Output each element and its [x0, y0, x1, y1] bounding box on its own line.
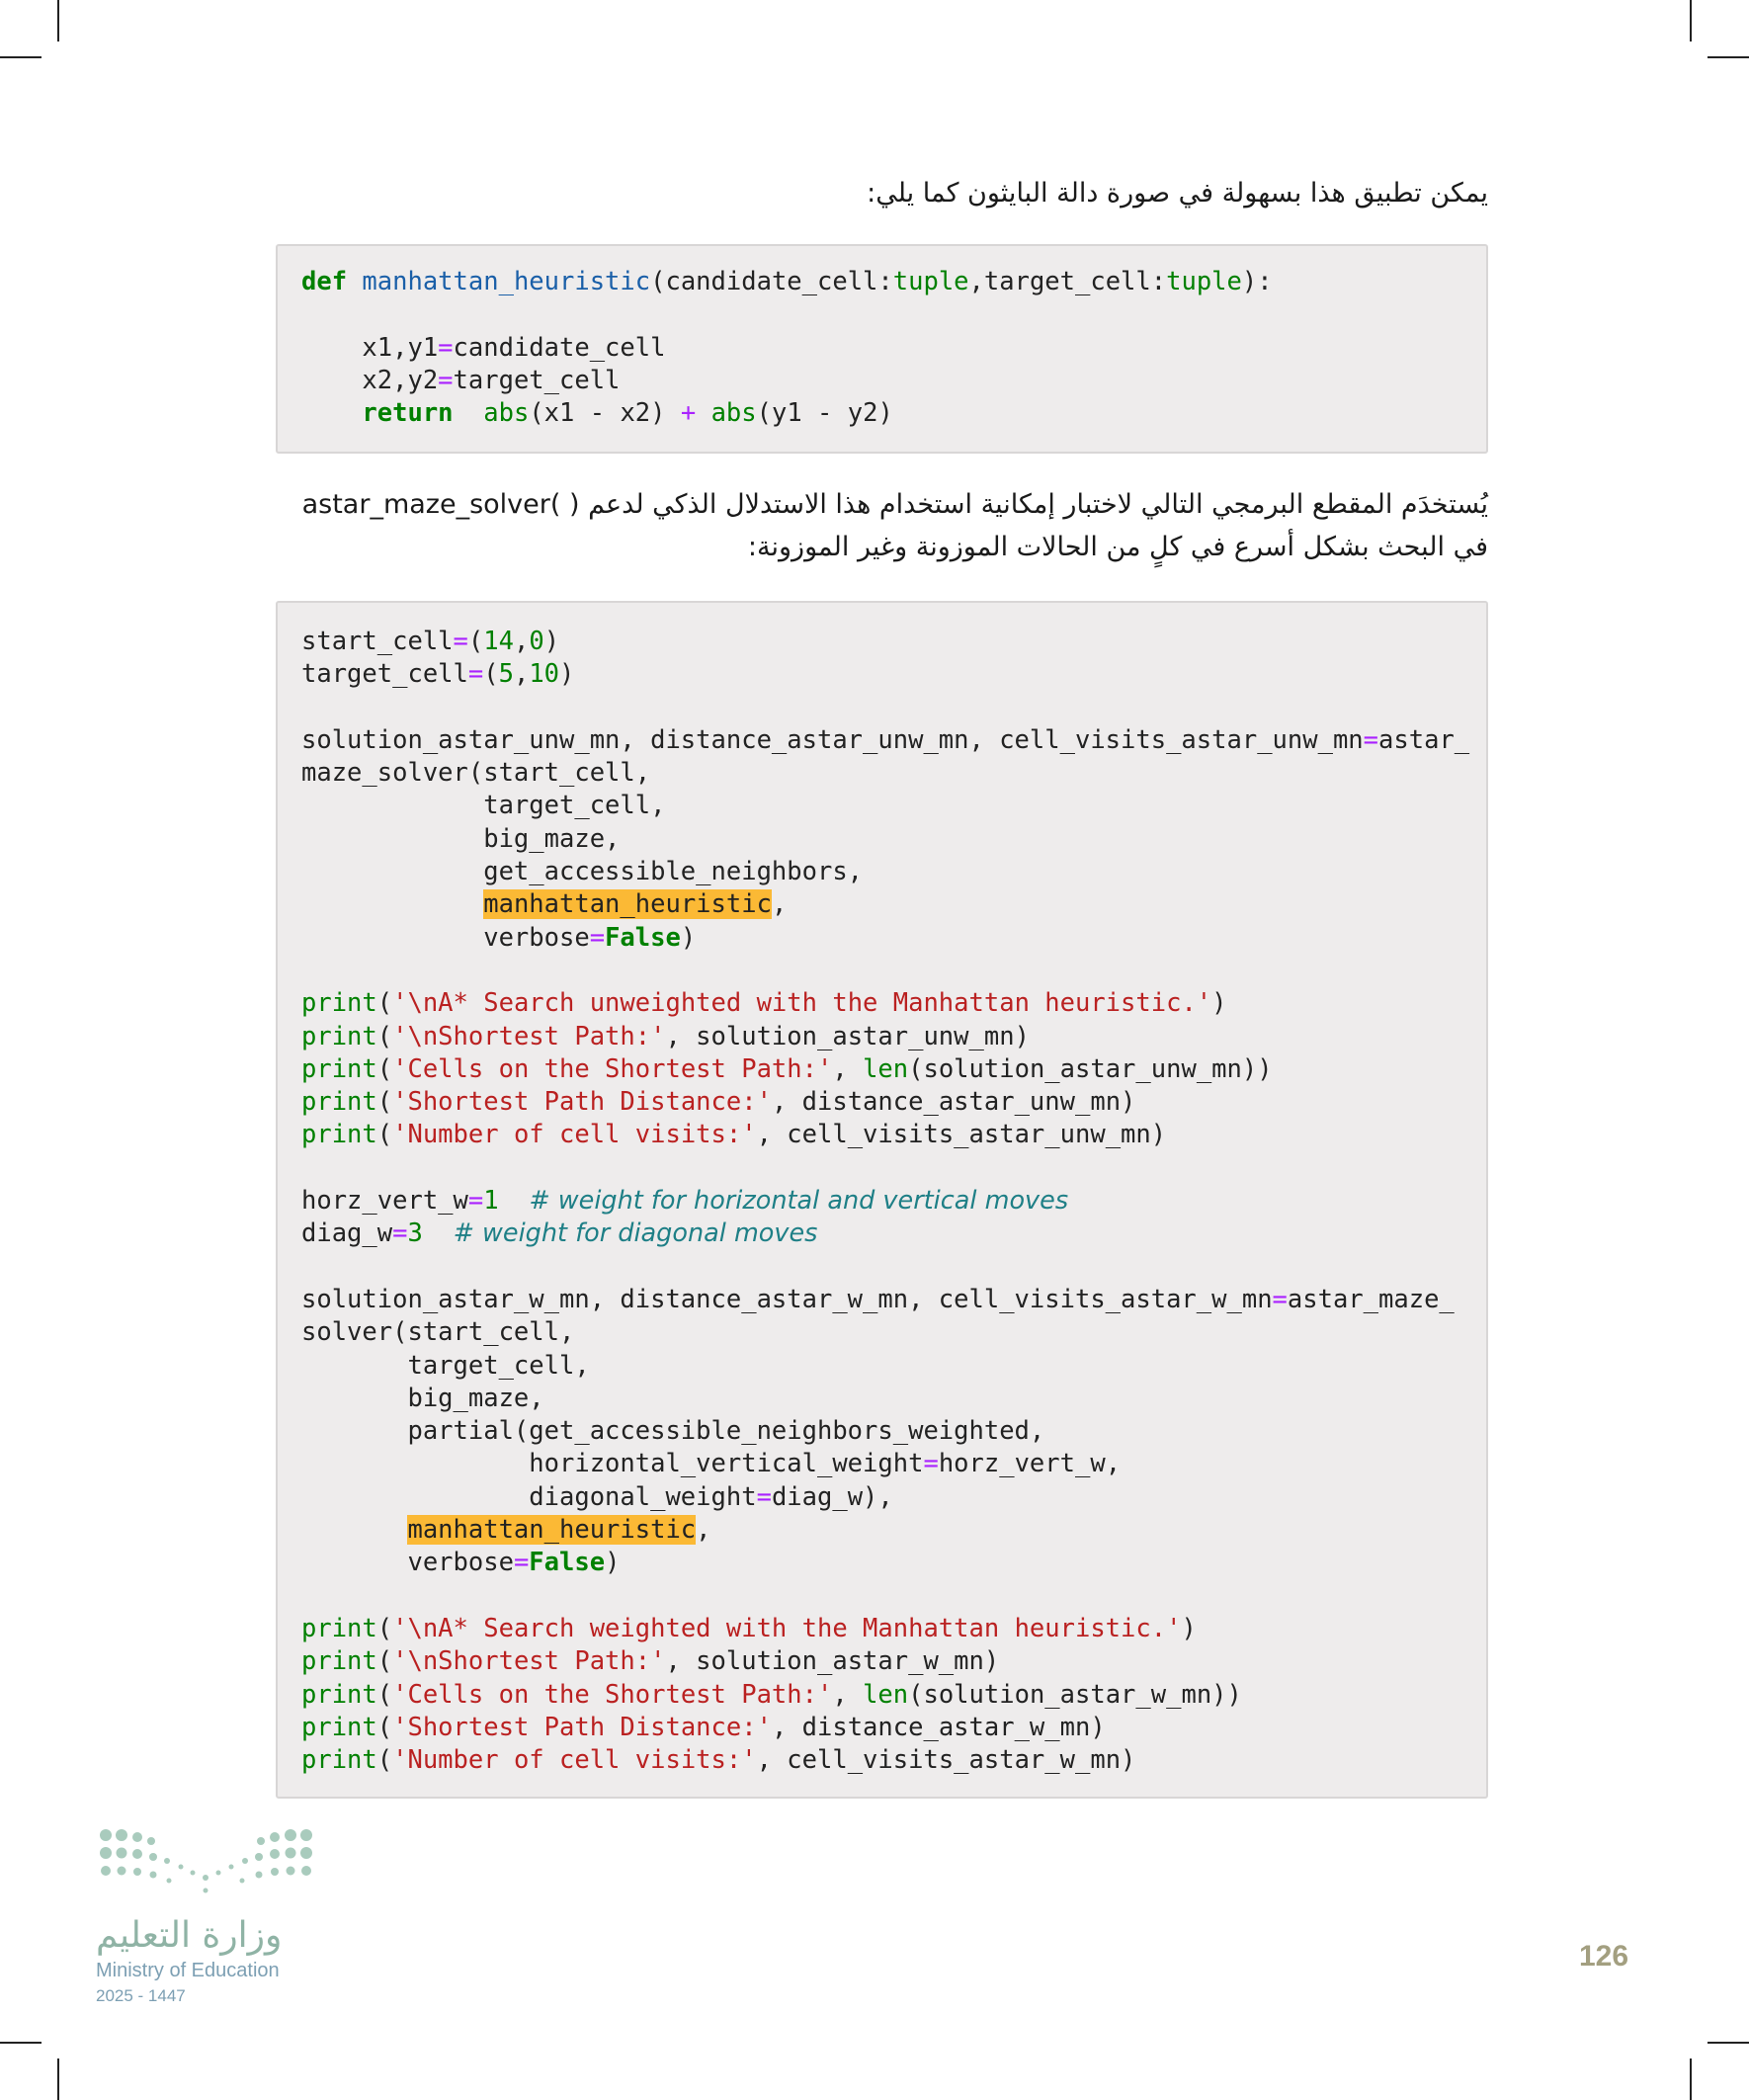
explain-paragraph-line2: في البحث بشكل أسرع في كلٍ من الحالات الموزونة وغير الموزونة: — [747, 532, 1488, 562]
code-line: def manhattan_heuristic(candidate_cell:tuple,target_cell:tuple): — [301, 267, 1273, 296]
code-line: solver(start_cell, — [301, 1317, 575, 1348]
code-line: x2,y2=target_cell — [301, 365, 621, 395]
code-line: print('Number of cell visits:', cell_visits_astar_unw_mn) — [301, 1120, 1167, 1150]
code-line: print('\nA* Search weighted with the Manhattan heuristic.') — [301, 1613, 1197, 1643]
code-line: print('Cells on the Shortest Path:', len(solution_astar_w_mn)) — [301, 1679, 1242, 1710]
logo-arabic-text: وزارة التعليم — [96, 1915, 283, 1956]
crop-mark — [57, 0, 59, 42]
crop-mark — [1690, 0, 1692, 42]
code-line: target_cell, — [301, 1350, 590, 1381]
code-line: solution_astar_w_mn, distance_astar_w_mn, cell_visits_astar_w_mn=astar_maze_ — [301, 1284, 1455, 1314]
crop-mark — [1690, 2058, 1692, 2100]
code-line: get_accessible_neighbors, — [301, 857, 864, 887]
crop-mark — [57, 2058, 59, 2100]
logo-year-text: 2025 - 1447 — [96, 1986, 186, 2005]
crop-mark — [1707, 2042, 1749, 2044]
code-line: verbose=False) — [301, 922, 697, 953]
code-line: print('Number of cell visits:', cell_visits_astar_w_mn) — [301, 1745, 1136, 1776]
code-line: horz_vert_w=1 # weight for horizontal and vertical moves — [301, 1186, 1069, 1217]
code-solver-test — [301, 626, 1469, 1777]
explain-paragraph-line1: يُستخدَم المقطع البرمجي التالي لاختبار إمكانية استخدام هذا الاستدلال الذكي لدعم ( )astar_maze_solver — [301, 489, 1488, 520]
code-line: print('Shortest Path Distance:', distance_astar_w_mn) — [301, 1712, 1106, 1742]
code-line: print('Shortest Path Distance:', distance_astar_unw_mn) — [301, 1087, 1136, 1118]
code-line: partial(get_accessible_neighbors_weighted, — [301, 1416, 1045, 1447]
code-line: target_cell, — [301, 791, 666, 821]
code-line: verbose=False) — [301, 1548, 621, 1578]
code-line: maze_solver(start_cell, — [301, 758, 651, 789]
code-line: solution_astar_unw_mn, distance_astar_unw_mn, cell_visits_astar_unw_mn=astar_ — [301, 724, 1470, 755]
code-line: print('Cells on the Shortest Path:', len(solution_astar_unw_mn)) — [301, 1053, 1273, 1084]
code-line: print('\nShortest Path:', solution_astar_unw_mn) — [301, 1021, 1030, 1051]
code-heuristic-function — [301, 266, 1273, 430]
code-block-solver — [276, 601, 1488, 1799]
code-block-heuristic — [276, 244, 1488, 454]
crop-mark — [0, 2042, 42, 2044]
code-line: big_maze, — [301, 823, 621, 854]
code-line: horizontal_vertical_weight=horz_vert_w, — [301, 1449, 1122, 1479]
ministry-logo-icon — [94, 1823, 321, 1912]
logo-english-text: Ministry of Education — [96, 1960, 280, 1981]
code-line: big_maze, — [301, 1383, 544, 1413]
code-line: diag_w=3 # weight for diagonal moves — [301, 1218, 818, 1249]
code-line: x1,y1=candidate_cell — [301, 332, 666, 363]
crop-mark — [0, 56, 42, 58]
code-line: print('\nShortest Path:', solution_astar_w_mn) — [301, 1646, 1000, 1677]
code-line: target_cell=(5,10) — [301, 659, 575, 690]
page-number: 126 — [1579, 1940, 1629, 1973]
crop-mark — [1707, 56, 1749, 58]
code-line: diagonal_weight=diag_w), — [301, 1481, 893, 1512]
code-line: return abs(x1 - x2) + abs(y1 - y2) — [362, 398, 893, 429]
code-line: manhattan_heuristic, — [407, 1515, 711, 1546]
code-line: start_cell=(14,0) — [301, 627, 560, 656]
code-line: manhattan_heuristic, — [483, 889, 788, 920]
intro-paragraph: يمكن تطبيق هذا بسهولة في صورة دالة البايثون كما يلي: — [867, 178, 1488, 209]
code-line: print('\nA* Search unweighted with the Manhattan heuristic.') — [301, 988, 1227, 1019]
